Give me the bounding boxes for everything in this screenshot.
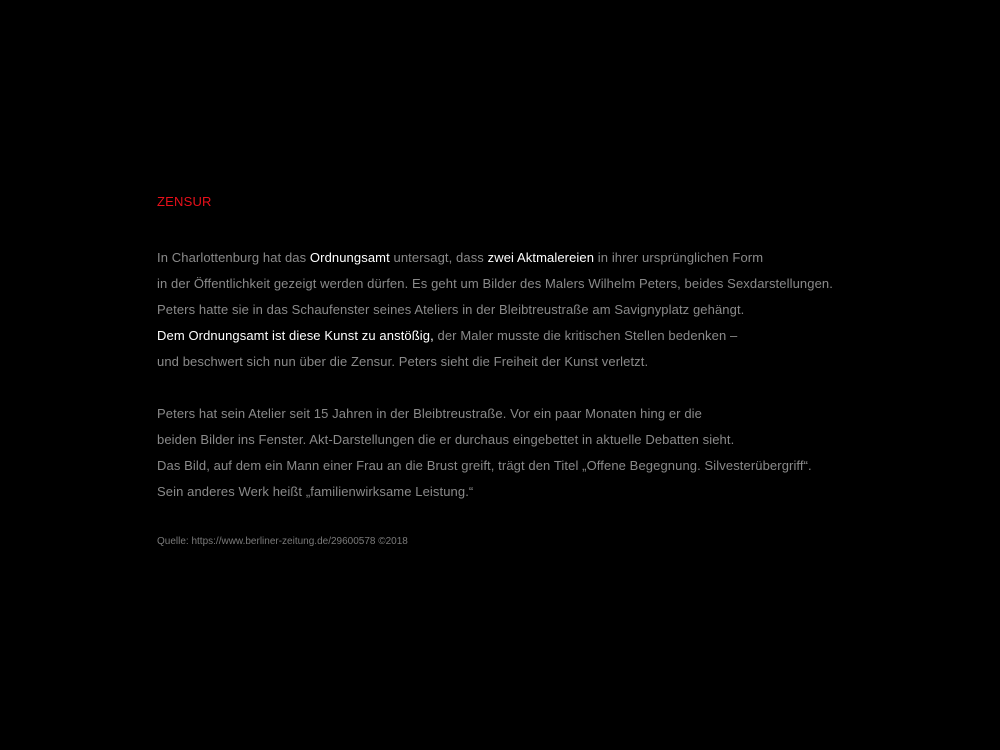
highlight-ordnungsamt: Ordnungsamt xyxy=(309,250,390,265)
paragraph-2 xyxy=(157,401,957,505)
paragraph-1-line-2: in der Öffentlichkeit gezeigt werden dürfen. Es geht um Bilder des Malers Wilhelm Peters, beides Sexdarstellungen. xyxy=(157,276,833,291)
paragraph-1-line-4 xyxy=(157,323,957,349)
highlight-anstoessig: Dem Ordnungsamt ist diese Kunst zu anstößig, xyxy=(157,328,434,343)
source-citation: Quelle: https://www.berliner-zeitung.de/29600578 ©2018 xyxy=(157,536,408,547)
highlight-aktmalereien: zwei Aktmalereien xyxy=(487,250,595,265)
article xyxy=(157,193,957,549)
paragraph-1-line-5: und beschwert sich nun über die Zensur. Peters sieht die Freiheit der Kunst verletzt. xyxy=(157,354,649,369)
paragraph-1 xyxy=(157,245,957,375)
paragraph-1-line-1 xyxy=(157,245,957,271)
text-segment: in ihrer ursprünglichen Form xyxy=(594,250,764,265)
text-segment: In Charlottenburg hat das xyxy=(157,250,310,265)
article-heading: ZENSUR xyxy=(157,194,212,209)
paragraph-2-line-4: Sein anderes Werk heißt „familienwirksame Leistung.“ xyxy=(157,484,474,499)
text-segment: untersagt, dass xyxy=(389,250,488,265)
paragraph-2-line-1: Peters hat sein Atelier seit 15 Jahren in der Bleibtreustraße. Vor ein paar Monaten hing er die xyxy=(157,406,702,421)
paragraph-2-line-3: Das Bild, auf dem ein Mann einer Frau an die Brust greift, trägt den Titel „Offene Begegnung. Silvesterübergriff“. xyxy=(157,458,812,473)
paragraph-1-line-3: Peters hatte sie in das Schaufenster seines Ateliers in der Bleibtreustraße am Savignyplatz gehängt. xyxy=(157,302,745,317)
paragraph-2-line-2: beiden Bilder ins Fenster. Akt-Darstellungen die er durchaus eingebettet in aktuelle Debatten sieht. xyxy=(157,432,735,447)
text-segment: der Maler musste die kritischen Stellen bedenken – xyxy=(433,328,738,343)
